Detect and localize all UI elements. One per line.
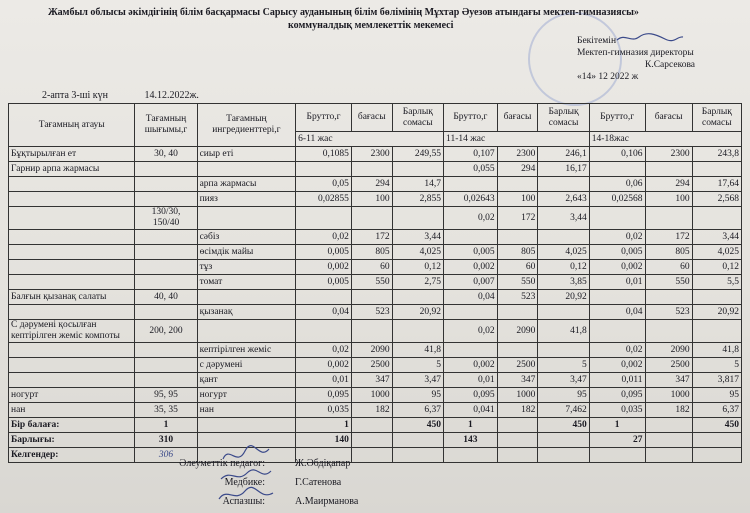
table-cell: 95	[538, 388, 589, 403]
table-cell: 2090	[497, 320, 538, 343]
table-cell: 0,055	[444, 162, 498, 177]
table-cell: 2500	[645, 358, 692, 373]
table-cell	[9, 275, 135, 290]
table-cell: 172	[351, 230, 392, 245]
col-yield: Тағамның шығымы,г	[135, 104, 197, 147]
table-cell: 0,002	[589, 358, 645, 373]
col-price-2: бағасы	[497, 104, 538, 132]
table-cell: өсімдік майы	[197, 245, 296, 260]
table-cell	[296, 162, 352, 177]
table-cell: 3,47	[392, 373, 443, 388]
table-cell: қант	[197, 373, 296, 388]
col-gross-3: Брутто,г	[589, 104, 645, 132]
table-cell	[692, 290, 741, 305]
table-cell: Гарнир арпа жармасы	[9, 162, 135, 177]
total-cell: 27	[589, 433, 645, 448]
table-cell: 0,011	[589, 373, 645, 388]
table-cell	[497, 230, 538, 245]
table-cell: 3,47	[538, 373, 589, 388]
table-cell: 3,817	[692, 373, 741, 388]
table-cell: 3,85	[538, 275, 589, 290]
table-cell: 347	[351, 373, 392, 388]
table-cell: 0,12	[692, 260, 741, 275]
table-cell: 2090	[351, 343, 392, 358]
table-cell: 0,05	[296, 177, 352, 192]
table-cell: 0,02568	[589, 192, 645, 207]
table-cell: 0,04	[444, 290, 498, 305]
table-row	[9, 192, 742, 207]
table-cell	[9, 373, 135, 388]
arrived-label: Келгендер:	[9, 448, 135, 463]
table-cell: Балғын қызанақ салаты	[9, 290, 135, 305]
table-cell	[351, 290, 392, 305]
footer-role: Медбике:	[224, 477, 265, 488]
table-cell	[135, 275, 197, 290]
table-cell: 5,5	[692, 275, 741, 290]
table-cell: 0,095	[296, 388, 352, 403]
table-cell: 20,92	[392, 305, 443, 320]
col-total-1: Барлық сомасы	[392, 104, 443, 132]
handwritten-signatures	[215, 443, 275, 509]
total-cell: 140	[296, 433, 352, 448]
table-row	[9, 343, 742, 358]
table-cell: 0,002	[444, 260, 498, 275]
col-gross-2: Брутто,г	[444, 104, 498, 132]
table-cell: 20,92	[538, 290, 589, 305]
table-cell: 0,01	[589, 275, 645, 290]
table-cell: 0,035	[589, 403, 645, 418]
table-cell	[135, 343, 197, 358]
per-child-cell: 1	[296, 418, 352, 433]
table-cell	[9, 260, 135, 275]
age-group-3: 14-18жас	[589, 132, 741, 147]
table-cell	[9, 177, 135, 192]
table-cell: 0,02	[444, 207, 498, 230]
table-cell	[296, 320, 352, 343]
table-cell: 0,005	[296, 275, 352, 290]
table-cell: 16,17	[538, 162, 589, 177]
total-label: Барлығы:	[9, 433, 135, 448]
per-child-cell: 450	[692, 418, 741, 433]
table-cell: 2300	[497, 147, 538, 162]
table-cell: 41,8	[692, 343, 741, 358]
table-cell: Бұқтырылған ет	[9, 147, 135, 162]
table-cell: 0,12	[392, 260, 443, 275]
table-cell: 7,462	[538, 403, 589, 418]
total-cell: 143	[444, 433, 498, 448]
table-row	[9, 305, 742, 320]
table-cell	[538, 343, 589, 358]
menu-body	[9, 147, 742, 418]
table-cell: 0,002	[444, 358, 498, 373]
table-cell: 243,8	[692, 147, 741, 162]
table-cell: нан	[9, 403, 135, 418]
total-cell: 310	[135, 433, 197, 448]
table-cell	[9, 207, 135, 230]
table-cell	[589, 207, 645, 230]
table-cell	[197, 162, 296, 177]
table-cell: 95	[692, 388, 741, 403]
week-day: 2-апта 3-ші күн	[42, 90, 108, 101]
table-cell: 1000	[497, 388, 538, 403]
table-cell: 0,02855	[296, 192, 352, 207]
table-cell: 182	[645, 403, 692, 418]
table-cell: 0,035	[296, 403, 352, 418]
table-cell: арпа жармасы	[197, 177, 296, 192]
table-cell: 95	[392, 388, 443, 403]
col-price-3: бағасы	[645, 104, 692, 132]
table-cell: 35, 35	[135, 403, 197, 418]
approval-line-4: «14» 12 2022 ж	[577, 72, 639, 82]
table-cell: 6,37	[692, 403, 741, 418]
col-total-2: Барлық сомасы	[538, 104, 589, 132]
table-cell	[135, 373, 197, 388]
table-cell: 550	[351, 275, 392, 290]
table-cell	[444, 305, 498, 320]
table-cell: 2300	[645, 147, 692, 162]
per-child-label: Бір балаға:	[9, 418, 135, 433]
table-cell: 0,02	[589, 343, 645, 358]
per-child-cell: 1	[444, 418, 498, 433]
table-cell: 4,025	[392, 245, 443, 260]
menu-date: 14.12.2022ж.	[144, 90, 199, 101]
table-cell: 0,007	[444, 275, 498, 290]
table-cell: 172	[645, 230, 692, 245]
table-cell: 0,107	[444, 147, 498, 162]
table-cell: 6,37	[392, 403, 443, 418]
table-cell: 0,1085	[296, 147, 352, 162]
table-cell	[645, 207, 692, 230]
header-line-1: Жамбыл облысы әкімдігінің білім басқармасы Сарысу ауданының білім бөлімінің Мұхтар Әуезов атындағы мектеп-гимназиясы»	[48, 7, 639, 18]
table-cell: 2,75	[392, 275, 443, 290]
table-cell: 2090	[645, 343, 692, 358]
table-row	[9, 373, 742, 388]
table-cell: томат	[197, 275, 296, 290]
table-cell: 4,025	[692, 245, 741, 260]
table-row	[9, 275, 742, 290]
table-cell: 41,8	[392, 343, 443, 358]
table-cell	[135, 245, 197, 260]
table-cell: 2300	[351, 147, 392, 162]
table-cell	[589, 162, 645, 177]
table-row	[9, 245, 742, 260]
header-line-2: коммуналдық мемлекеттік мекемесі	[288, 20, 454, 31]
table-cell	[351, 207, 392, 230]
table-cell: қызанақ	[197, 305, 296, 320]
table-cell: 0,12	[538, 260, 589, 275]
table-cell: 246,1	[538, 147, 589, 162]
table-cell: 0,02	[296, 343, 352, 358]
menu-meta	[42, 90, 233, 101]
table-cell	[392, 207, 443, 230]
table-cell: 0,002	[296, 260, 352, 275]
table-cell	[9, 358, 135, 373]
col-dish: Тағамның атауы	[9, 104, 135, 147]
table-cell	[9, 245, 135, 260]
document-header	[48, 6, 728, 32]
table-cell	[692, 320, 741, 343]
table-cell	[351, 320, 392, 343]
table-cell: 3,44	[692, 230, 741, 245]
table-cell	[645, 290, 692, 305]
table-cell: 2,643	[538, 192, 589, 207]
table-cell: 0,01	[444, 373, 498, 388]
table-cell: 2500	[351, 358, 392, 373]
table-cell: ногурт	[197, 388, 296, 403]
table-cell	[135, 358, 197, 373]
table-cell	[9, 192, 135, 207]
table-cell: 40, 40	[135, 290, 197, 305]
table-cell	[497, 343, 538, 358]
table-cell: 130/30, 150/40	[135, 207, 197, 230]
table-cell: 20,92	[692, 305, 741, 320]
table-cell: 294	[497, 162, 538, 177]
table-row	[9, 358, 742, 373]
table-cell	[538, 230, 589, 245]
table-cell	[135, 177, 197, 192]
approval-block	[577, 35, 747, 83]
table-cell: 805	[351, 245, 392, 260]
table-cell: 0,02	[444, 320, 498, 343]
table-row	[9, 290, 742, 305]
table-cell	[296, 207, 352, 230]
age-group-2: 11-14 жас	[444, 132, 590, 147]
table-cell: 5	[392, 358, 443, 373]
table-cell: 100	[351, 192, 392, 207]
table-cell	[692, 207, 741, 230]
table-cell: 14,7	[392, 177, 443, 192]
footer-name: А.Маирманова	[295, 496, 359, 507]
table-cell: 30, 40	[135, 147, 197, 162]
table-cell: 17,64	[692, 177, 741, 192]
table-cell: 60	[497, 260, 538, 275]
table-cell: 60	[645, 260, 692, 275]
table-cell	[9, 305, 135, 320]
table-cell: 805	[497, 245, 538, 260]
table-cell: 0,005	[589, 245, 645, 260]
table-cell: 347	[645, 373, 692, 388]
table-cell: 523	[645, 305, 692, 320]
table-cell: 4,025	[538, 245, 589, 260]
table-row	[9, 320, 742, 343]
table-cell	[9, 343, 135, 358]
arrived-handwritten: 306	[135, 448, 197, 463]
table-cell	[645, 320, 692, 343]
table-row	[9, 230, 742, 245]
table-cell: 550	[497, 275, 538, 290]
table-cell	[296, 290, 352, 305]
table-cell: сәбіз	[197, 230, 296, 245]
col-total-3: Барлық сомасы	[692, 104, 741, 132]
menu-table	[8, 103, 742, 463]
table-cell: 249,55	[392, 147, 443, 162]
table-row	[9, 177, 742, 192]
table-cell: 1000	[645, 388, 692, 403]
table-cell: тұз	[197, 260, 296, 275]
table-cell	[538, 305, 589, 320]
table-cell: 100	[645, 192, 692, 207]
table-cell: 2,568	[692, 192, 741, 207]
table-cell: 2500	[497, 358, 538, 373]
table-cell: 0,005	[296, 245, 352, 260]
col-ingredients: Тағамның ингредиенттері,г	[197, 104, 296, 147]
per-child-cell: 450	[392, 418, 443, 433]
age-group-1: 6-11 жас	[296, 132, 444, 147]
table-cell: 294	[351, 177, 392, 192]
table-cell	[135, 162, 197, 177]
table-cell: 805	[645, 245, 692, 260]
table-cell: 182	[497, 403, 538, 418]
table-cell	[589, 290, 645, 305]
table-cell	[392, 162, 443, 177]
approval-line-1: Бекітемін	[577, 36, 617, 46]
table-cell: 3,44	[538, 207, 589, 230]
table-cell: сиыр еті	[197, 147, 296, 162]
table-cell: 0,02643	[444, 192, 498, 207]
table-row	[9, 388, 742, 403]
table-cell: 0,01	[296, 373, 352, 388]
per-child-cell: 1	[135, 418, 197, 433]
table-cell: 0,095	[444, 388, 498, 403]
table-cell: 2,855	[392, 192, 443, 207]
table-cell: с дәрумені	[197, 358, 296, 373]
table-row	[9, 260, 742, 275]
table-cell	[589, 320, 645, 343]
table-cell: 523	[351, 305, 392, 320]
table-cell: 0,002	[296, 358, 352, 373]
table-cell	[497, 305, 538, 320]
table-cell: 182	[351, 403, 392, 418]
table-cell: 60	[351, 260, 392, 275]
table-cell: 5	[538, 358, 589, 373]
table-cell: 0,02	[296, 230, 352, 245]
table-cell	[9, 230, 135, 245]
approval-line-2: Мектеп-гимназия директоры	[577, 48, 694, 58]
footer-role: Аспазшы:	[222, 496, 265, 507]
table-cell	[497, 177, 538, 192]
col-gross-1: Брутто,г	[296, 104, 352, 132]
table-cell	[197, 320, 296, 343]
table-cell: 0,041	[444, 403, 498, 418]
table-cell: 172	[497, 207, 538, 230]
table-cell: 0,002	[589, 260, 645, 275]
table-cell: 0,04	[296, 305, 352, 320]
table-cell	[135, 260, 197, 275]
table-cell	[538, 177, 589, 192]
table-cell	[135, 305, 197, 320]
table-row	[9, 147, 742, 162]
table-cell: пияз	[197, 192, 296, 207]
per-child-cell: 450	[538, 418, 589, 433]
table-cell: 0,04	[589, 305, 645, 320]
table-cell: ногурт	[9, 388, 135, 403]
table-cell	[645, 162, 692, 177]
footer-name: Г.Сатенова	[295, 477, 342, 488]
table-cell	[444, 343, 498, 358]
table-cell	[135, 192, 197, 207]
footer-name: Ж.Әбдіқапар	[295, 458, 351, 469]
table-cell: 5	[692, 358, 741, 373]
table-cell: 41,8	[538, 320, 589, 343]
table-cell	[135, 230, 197, 245]
table-cell: 3,44	[392, 230, 443, 245]
table-row	[9, 403, 742, 418]
table-cell: нан	[197, 403, 296, 418]
table-row	[9, 207, 742, 230]
per-child-cell: 1	[589, 418, 645, 433]
table-cell: 1000	[351, 388, 392, 403]
table-cell: кептірілген жеміс	[197, 343, 296, 358]
table-cell: 0,106	[589, 147, 645, 162]
table-cell: 294	[645, 177, 692, 192]
table-cell	[197, 207, 296, 230]
table-cell: 0,06	[589, 177, 645, 192]
table-cell: 95, 95	[135, 388, 197, 403]
approval-line-3: К.Сарсекова	[645, 60, 696, 70]
table-cell: 347	[497, 373, 538, 388]
col-price-1: бағасы	[351, 104, 392, 132]
table-cell	[444, 230, 498, 245]
table-cell: 100	[497, 192, 538, 207]
table-cell	[692, 162, 741, 177]
footer-role: Әлеуметтік педагог:	[179, 458, 265, 469]
table-cell	[444, 177, 498, 192]
table-cell: 0,02	[589, 230, 645, 245]
table-cell: 200, 200	[135, 320, 197, 343]
table-row	[9, 162, 742, 177]
table-cell	[392, 290, 443, 305]
table-cell	[197, 290, 296, 305]
table-cell	[392, 320, 443, 343]
table-cell: 550	[645, 275, 692, 290]
table-cell	[351, 162, 392, 177]
table-cell: С дәрумені қосылған кептірілген жеміс компоты	[9, 320, 135, 343]
table-cell: 523	[497, 290, 538, 305]
table-cell: 0,095	[589, 388, 645, 403]
table-cell: 0,005	[444, 245, 498, 260]
